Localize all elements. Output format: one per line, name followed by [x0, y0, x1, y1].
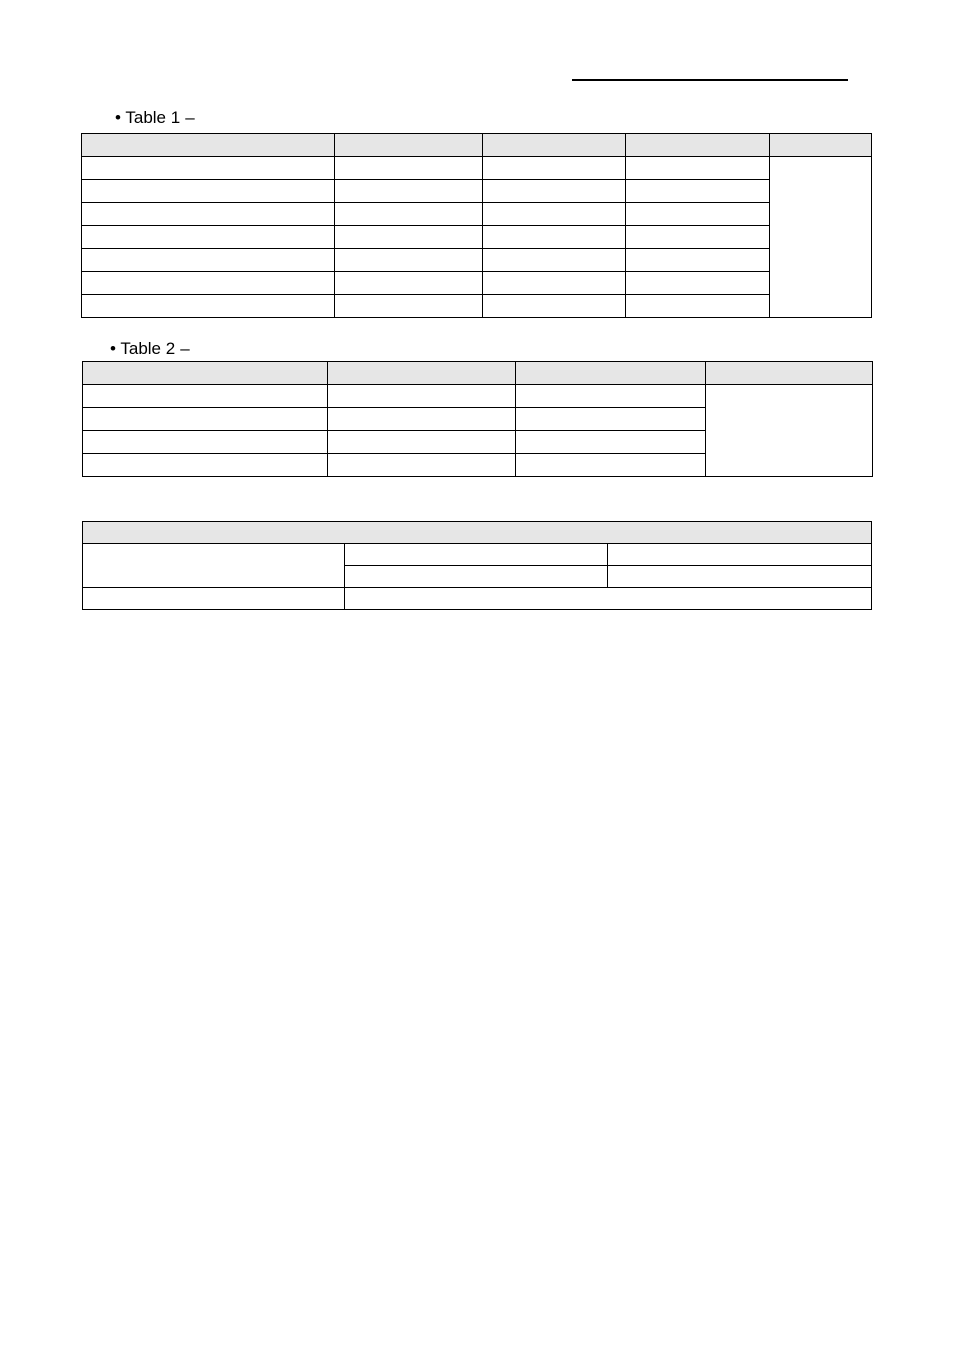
table-cell: [82, 249, 335, 272]
table-cell: [483, 203, 626, 226]
table-cell: [335, 295, 483, 318]
table-cell: [626, 180, 770, 203]
table1-caption: [115, 108, 195, 128]
table-cell: [328, 431, 516, 454]
table-cell: [83, 588, 345, 610]
caption-label: Table 1: [125, 108, 181, 127]
table-cell: [82, 295, 335, 318]
table-cell: [335, 203, 483, 226]
table-cell: [328, 385, 516, 408]
table-cell: [516, 454, 706, 477]
table-row: [82, 249, 872, 272]
table-header-row: [82, 134, 872, 157]
header-cell: [83, 362, 328, 385]
table-row: [82, 272, 872, 295]
table-cell: [335, 272, 483, 295]
merged-cell: [770, 157, 872, 318]
table-cell: [608, 544, 872, 566]
merged-cell: [83, 544, 345, 588]
table-2: [82, 361, 873, 477]
table-cell: [328, 408, 516, 431]
table-row: [83, 544, 872, 566]
table-row: [83, 588, 872, 610]
table-cell: [328, 454, 516, 477]
header-cell: [83, 522, 872, 544]
caption-dash: –: [185, 108, 195, 127]
table-cell: [335, 157, 483, 180]
table2-caption: [110, 339, 190, 359]
caption-dash: –: [180, 339, 190, 358]
table-cell: [626, 295, 770, 318]
table-header-row: [83, 522, 872, 544]
table-cell: [83, 408, 328, 431]
table-cell: [483, 295, 626, 318]
table-row: [83, 385, 873, 408]
table-cell: [483, 226, 626, 249]
table-cell: [626, 272, 770, 295]
header-rule: [572, 79, 848, 81]
table-row: [82, 295, 872, 318]
table-cell: [483, 249, 626, 272]
table-cell: [516, 408, 706, 431]
table-cell: [626, 226, 770, 249]
table-cell: [626, 203, 770, 226]
table-cell: [82, 272, 335, 295]
table-row: [82, 157, 872, 180]
table-cell: [483, 180, 626, 203]
header-cell: [516, 362, 706, 385]
header-cell: [82, 134, 335, 157]
table-cell: [82, 180, 335, 203]
table-cell: [626, 249, 770, 272]
header-cell: [626, 134, 770, 157]
table-row: [82, 203, 872, 226]
table-cell: [83, 431, 328, 454]
header-cell: [706, 362, 873, 385]
table-cell: [516, 385, 706, 408]
table-cell: [516, 431, 706, 454]
table-3: [82, 521, 872, 610]
merged-cell: [345, 588, 872, 610]
table-cell: [483, 157, 626, 180]
header-cell: [483, 134, 626, 157]
merged-cell: [706, 385, 873, 477]
table-row: [82, 180, 872, 203]
header-cell: [770, 134, 872, 157]
table-cell: [83, 454, 328, 477]
table-1: [81, 133, 872, 318]
table-cell: [345, 566, 608, 588]
caption-bullet: •: [110, 339, 116, 358]
caption-label: Table 2: [120, 339, 176, 358]
table-cell: [608, 566, 872, 588]
header-cell: [328, 362, 516, 385]
table-cell: [626, 157, 770, 180]
table-cell: [82, 226, 335, 249]
table-cell: [83, 385, 328, 408]
table-cell: [345, 544, 608, 566]
caption-bullet: •: [115, 108, 121, 127]
table-cell: [335, 180, 483, 203]
table-cell: [82, 157, 335, 180]
table-cell: [82, 203, 335, 226]
table-header-row: [83, 362, 873, 385]
table-row: [82, 226, 872, 249]
table-cell: [335, 249, 483, 272]
table-cell: [335, 226, 483, 249]
table-cell: [483, 272, 626, 295]
header-cell: [335, 134, 483, 157]
